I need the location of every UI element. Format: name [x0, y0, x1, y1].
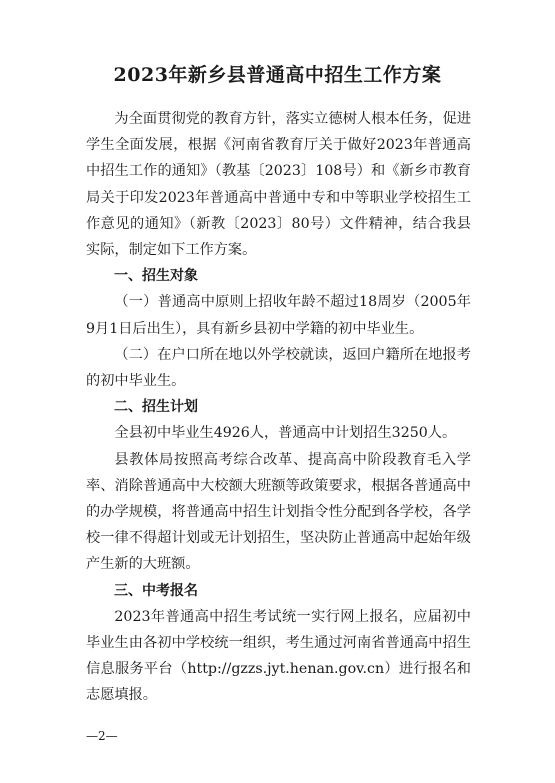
- document-title: 2023年新乡县普通高中招生工作方案: [113, 64, 442, 86]
- section-paragraph: （二）在户口所在地以外学校就读，返回户籍所在地报考的初中毕业生。: [86, 346, 471, 390]
- section-paragraph: 县教体局按照高考综合改革、提高高中阶段教育毛入学率、消除普通高中大校额大班额等政策要求，根据各普通高中的办学规模，将普通高中招生计划指令性分配到各学校，各学校一律不得超计划或无计划招生，坚决防止普通高中起始年级产生新的大班额。: [86, 451, 471, 573]
- section-heading: 二、招生计划: [114, 399, 198, 416]
- section-heading: 三、中考报名: [114, 582, 198, 599]
- document-body: [86, 106, 471, 709]
- intro-paragraph: 为全面贯彻党的教育方针，落实立德树人根本任务，促进学生全面发展，根据《河南省教育厅关于做好2023年普通高中招生工作的通知》（教基〔2023〕108号）和《新乡市教育局关于印发2023年普通高中普通中专和中等职业学校招生工作意见的通知》（新教〔2023〕80号）文件精神，结合我县实际，制定如下工作方案。: [86, 111, 471, 259]
- section-paragraph: （一）普通高中原则上招收年龄不超过18周岁（2005年9月1日后出生），具有新乡县初中学籍的初中毕业生。: [86, 294, 471, 337]
- page-number: —2—: [86, 729, 118, 743]
- section-heading: 一、招生对象: [114, 268, 198, 285]
- section-paragraph: 全县初中毕业生4926人，普通高中计划招生3250人。: [114, 425, 457, 442]
- section-paragraph: 2023年普通高中招生考试统一实行网上报名，应届初中毕业生由各初中学校统一组织，考生通过河南省普通高中招生信息服务平台（http://gzzs.jyt.henan.gov.cn）进行报名和志愿填报。: [86, 608, 471, 704]
